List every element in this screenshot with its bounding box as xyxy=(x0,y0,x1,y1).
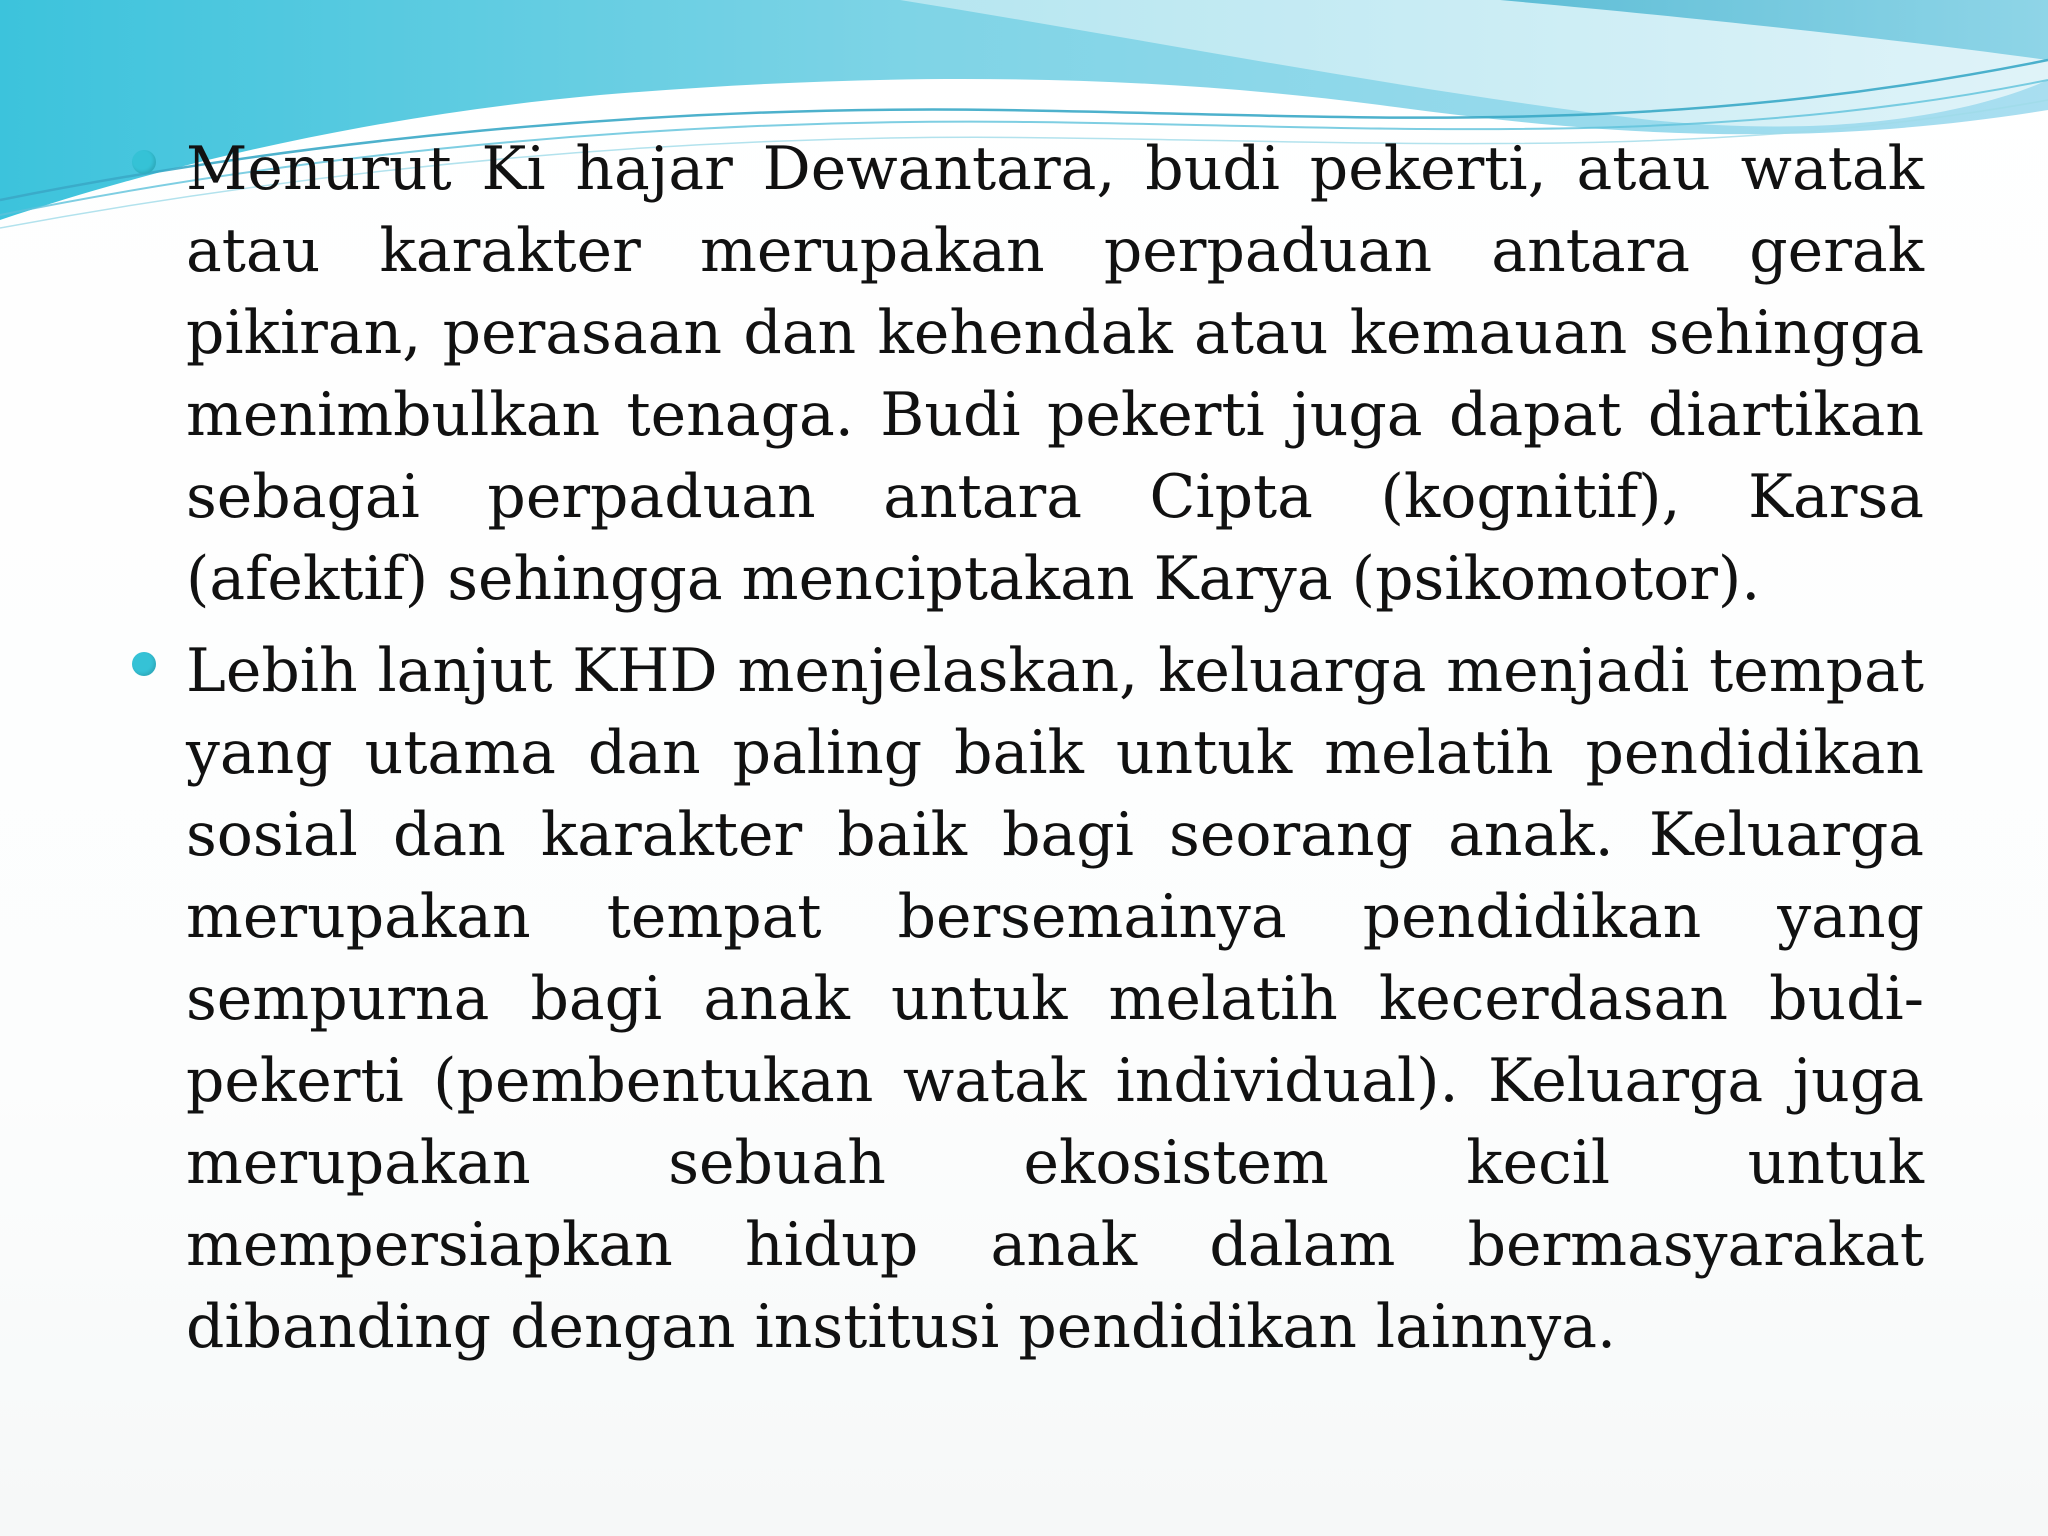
bullet-dot-icon xyxy=(132,652,156,676)
bullet-text: Lebih lanjut KHD menjelaskan, keluarga menjadi tempat yang utama dan paling baik untuk melatih pendidikan sosial dan karakter baik bagi seorang anak. Keluarga merupakan tempat bersemainya pendidikan yang sempurna bagi anak untuk melatih kecerdasan budi-pekerti (pembentukan watak individual). Keluarga juga merupakan sebuah ekosistem kecil untuk mempersiapkan hidup anak dalam bermasyarakat dibanding dengan institusi pendidikan lainnya. xyxy=(186,636,1924,1362)
bullet-item-2 xyxy=(128,630,1924,1368)
bullet-dot-icon xyxy=(132,150,156,174)
bullet-item-1 xyxy=(128,128,1924,620)
bullet-text: Menurut Ki hajar Dewantara, budi pekerti, atau watak atau karakter merupakan perpaduan antara gerak pikiran, perasaan dan kehendak atau kemauan sehingga menimbulkan tenaga. Budi pekerti juga dapat diartikan sebagai perpaduan antara Cipta (kognitif), Karsa (afektif) sehingga menciptakan Karya (psikomotor). xyxy=(186,134,1924,614)
slide-content xyxy=(128,128,1924,1378)
